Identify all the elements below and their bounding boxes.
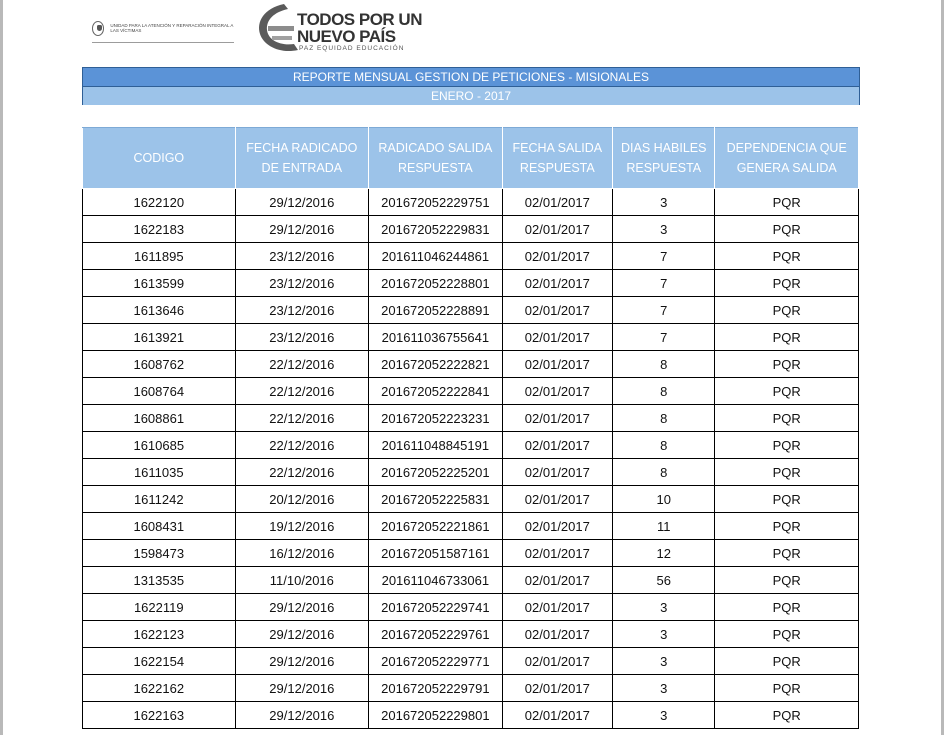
fecha-salida-cell: 02/01/2017 [502, 621, 612, 648]
codigo-cell: 1613921 [83, 324, 236, 351]
fecha-entrada-cell: 29/12/2016 [235, 621, 369, 648]
codigo-cell: 1622119 [83, 594, 236, 621]
dias-habiles-cell: 7 [613, 270, 715, 297]
table-row [83, 567, 859, 594]
victims-unit-logo [92, 14, 234, 43]
dependencia-cell: PQR [715, 675, 859, 702]
dependencia-cell: PQR [715, 351, 859, 378]
fecha-entrada-cell: 23/12/2016 [235, 243, 369, 270]
fecha-salida-cell: 02/01/2017 [502, 432, 612, 459]
column-header-codigo: CODIGO [83, 128, 236, 189]
radicado-salida-cell: 201672052221861 [369, 513, 503, 540]
fecha-entrada-cell: 29/12/2016 [235, 648, 369, 675]
table-row [83, 297, 859, 324]
radicado-salida-cell: 201672052228801 [369, 270, 503, 297]
dias-habiles-cell: 7 [613, 324, 715, 351]
fecha-salida-cell: 02/01/2017 [502, 540, 612, 567]
codigo-cell: 1622120 [83, 189, 236, 216]
codigo-cell: 1611242 [83, 486, 236, 513]
table-row [83, 189, 859, 216]
codigo-cell: 1608764 [83, 378, 236, 405]
codigo-cell: 1622183 [83, 216, 236, 243]
fecha-entrada-cell: 16/12/2016 [235, 540, 369, 567]
fecha-salida-cell: 02/01/2017 [502, 702, 612, 729]
column-header-radicado-salida: RADICADO SALIDA RESPUESTA [369, 128, 503, 189]
radicado-salida-cell: 201672052229831 [369, 216, 503, 243]
table-row [83, 621, 859, 648]
radicado-salida-cell: 201672052229741 [369, 594, 503, 621]
dependencia-cell: PQR [715, 270, 859, 297]
fecha-salida-cell: 02/01/2017 [502, 513, 612, 540]
fecha-salida-cell: 02/01/2017 [502, 297, 612, 324]
fecha-entrada-cell: 22/12/2016 [235, 378, 369, 405]
fecha-salida-cell: 02/01/2017 [502, 459, 612, 486]
fecha-entrada-cell: 19/12/2016 [235, 513, 369, 540]
radicado-salida-cell: 201672052223231 [369, 405, 503, 432]
dias-habiles-cell: 8 [613, 405, 715, 432]
radicado-salida-cell: 201672052222821 [369, 351, 503, 378]
fecha-salida-cell: 02/01/2017 [502, 216, 612, 243]
table-row [83, 432, 859, 459]
table-row [83, 216, 859, 243]
codigo-cell: 1608431 [83, 513, 236, 540]
dias-habiles-cell: 12 [613, 540, 715, 567]
column-header-fecha-entrada: FECHA RADICADO DE ENTRADA [235, 128, 369, 189]
radicado-salida-cell: 201672052222841 [369, 378, 503, 405]
codigo-cell: 1608762 [83, 351, 236, 378]
table-row [83, 270, 859, 297]
dias-habiles-cell: 3 [613, 621, 715, 648]
radicado-salida-cell: 201611036755641 [369, 324, 503, 351]
dependencia-cell: PQR [715, 243, 859, 270]
radicado-salida-cell: 201672052228891 [369, 297, 503, 324]
fecha-salida-cell: 02/01/2017 [502, 351, 612, 378]
table-row [83, 675, 859, 702]
table-row [83, 648, 859, 675]
fecha-entrada-cell: 29/12/2016 [235, 189, 369, 216]
table-row [83, 378, 859, 405]
radicado-salida-cell: 201672052229771 [369, 648, 503, 675]
slogan-line-2: NUEVO PAÍS [297, 27, 396, 46]
codigo-cell: 1608861 [83, 405, 236, 432]
table-row [83, 594, 859, 621]
fecha-entrada-cell: 29/12/2016 [235, 594, 369, 621]
fecha-salida-cell: 02/01/2017 [502, 594, 612, 621]
fecha-entrada-cell: 23/12/2016 [235, 297, 369, 324]
radicado-salida-cell: 201672052229791 [369, 675, 503, 702]
fecha-entrada-cell: 11/10/2016 [235, 567, 369, 594]
dias-habiles-cell: 3 [613, 648, 715, 675]
petitions-table [82, 127, 859, 729]
table-row [83, 351, 859, 378]
dias-habiles-cell: 7 [613, 297, 715, 324]
table-row [83, 405, 859, 432]
fecha-entrada-cell: 29/12/2016 [235, 216, 369, 243]
fecha-salida-cell: 02/01/2017 [502, 405, 612, 432]
codigo-cell: 1611035 [83, 459, 236, 486]
dias-habiles-cell: 3 [613, 675, 715, 702]
table-row [83, 540, 859, 567]
dias-habiles-cell: 8 [613, 351, 715, 378]
entity-name: UNIDAD PARA LA ATENCIÓN Y REPARACIÓN INTEGRAL A LAS VÍCTIMAS [110, 23, 234, 33]
dias-habiles-cell: 11 [613, 513, 715, 540]
fecha-entrada-cell: 23/12/2016 [235, 270, 369, 297]
radicado-salida-cell: 201672052225831 [369, 486, 503, 513]
radicado-salida-cell: 201672051587161 [369, 540, 503, 567]
codigo-cell: 1622163 [83, 702, 236, 729]
dependencia-cell: PQR [715, 459, 859, 486]
dias-habiles-cell: 3 [613, 702, 715, 729]
slogan-line-3: PAZ EQUIDAD EDUCACIÓN [299, 45, 405, 52]
radicado-salida-cell: 201672052225201 [369, 459, 503, 486]
fecha-salida-cell: 02/01/2017 [502, 189, 612, 216]
table-row [83, 243, 859, 270]
fecha-salida-cell: 02/01/2017 [502, 486, 612, 513]
fecha-salida-cell: 02/01/2017 [502, 270, 612, 297]
codigo-cell: 1313535 [83, 567, 236, 594]
codigo-cell: 1622154 [83, 648, 236, 675]
dependencia-cell: PQR [715, 297, 859, 324]
fecha-entrada-cell: 22/12/2016 [235, 405, 369, 432]
column-header-fecha-salida: FECHA SALIDA RESPUESTA [502, 128, 612, 189]
table-row [83, 513, 859, 540]
dependencia-cell: PQR [715, 702, 859, 729]
codigo-cell: 1613646 [83, 297, 236, 324]
dias-habiles-cell: 3 [613, 594, 715, 621]
radicado-salida-cell: 201611046244861 [369, 243, 503, 270]
fecha-salida-cell: 02/01/2017 [502, 324, 612, 351]
dependencia-cell: PQR [715, 621, 859, 648]
table-row [83, 702, 859, 729]
table-header-row [83, 128, 859, 189]
radicado-salida-cell: 201672052229761 [369, 621, 503, 648]
radicado-salida-cell: 201611048845191 [369, 432, 503, 459]
fecha-salida-cell: 02/01/2017 [502, 675, 612, 702]
fecha-salida-cell: 02/01/2017 [502, 567, 612, 594]
dependencia-cell: PQR [715, 513, 859, 540]
fecha-entrada-cell: 20/12/2016 [235, 486, 369, 513]
column-header-dependencia: DEPENDENCIA QUE GENERA SALIDA [715, 128, 859, 189]
coat-of-arms-icon [92, 21, 104, 36]
fecha-salida-cell: 02/01/2017 [502, 378, 612, 405]
dias-habiles-cell: 10 [613, 486, 715, 513]
radicado-salida-cell: 201672052229801 [369, 702, 503, 729]
dias-habiles-cell: 56 [613, 567, 715, 594]
fecha-entrada-cell: 22/12/2016 [235, 459, 369, 486]
dependencia-cell: PQR [715, 432, 859, 459]
dependencia-cell: PQR [715, 648, 859, 675]
codigo-cell: 1611895 [83, 243, 236, 270]
report-month: ENERO - 2017 [82, 87, 860, 105]
dependencia-cell: PQR [715, 324, 859, 351]
page-edge-left [0, 0, 3, 735]
codigo-cell: 1613599 [83, 270, 236, 297]
codigo-cell: 1622162 [83, 675, 236, 702]
dias-habiles-cell: 3 [613, 216, 715, 243]
dependencia-cell: PQR [715, 189, 859, 216]
dependencia-cell: PQR [715, 405, 859, 432]
column-header-dias-habiles: DIAS HABILES RESPUESTA [613, 128, 715, 189]
dependencia-cell: PQR [715, 378, 859, 405]
dias-habiles-cell: 8 [613, 432, 715, 459]
fecha-entrada-cell: 23/12/2016 [235, 324, 369, 351]
report-title: REPORTE MENSUAL GESTION DE PETICIONES - MISIONALES [82, 67, 860, 87]
radicado-salida-cell: 201611046733061 [369, 567, 503, 594]
dependencia-cell: PQR [715, 567, 859, 594]
fecha-entrada-cell: 22/12/2016 [235, 351, 369, 378]
slogan-line-1: TODOS POR UN [297, 10, 422, 29]
dependencia-cell: PQR [715, 540, 859, 567]
dependencia-cell: PQR [715, 216, 859, 243]
fecha-entrada-cell: 29/12/2016 [235, 675, 369, 702]
codigo-cell: 1598473 [83, 540, 236, 567]
fecha-salida-cell: 02/01/2017 [502, 648, 612, 675]
table-row [83, 459, 859, 486]
codigo-cell: 1622123 [83, 621, 236, 648]
fecha-entrada-cell: 29/12/2016 [235, 702, 369, 729]
fecha-entrada-cell: 22/12/2016 [235, 432, 369, 459]
dias-habiles-cell: 3 [613, 189, 715, 216]
dias-habiles-cell: 8 [613, 378, 715, 405]
dias-habiles-cell: 8 [613, 459, 715, 486]
fecha-salida-cell: 02/01/2017 [502, 243, 612, 270]
codigo-cell: 1610685 [83, 432, 236, 459]
dias-habiles-cell: 7 [613, 243, 715, 270]
table-row [83, 486, 859, 513]
dependencia-cell: PQR [715, 486, 859, 513]
dependencia-cell: PQR [715, 594, 859, 621]
radicado-salida-cell: 201672052229751 [369, 189, 503, 216]
table-body [83, 189, 859, 729]
table-row [83, 324, 859, 351]
